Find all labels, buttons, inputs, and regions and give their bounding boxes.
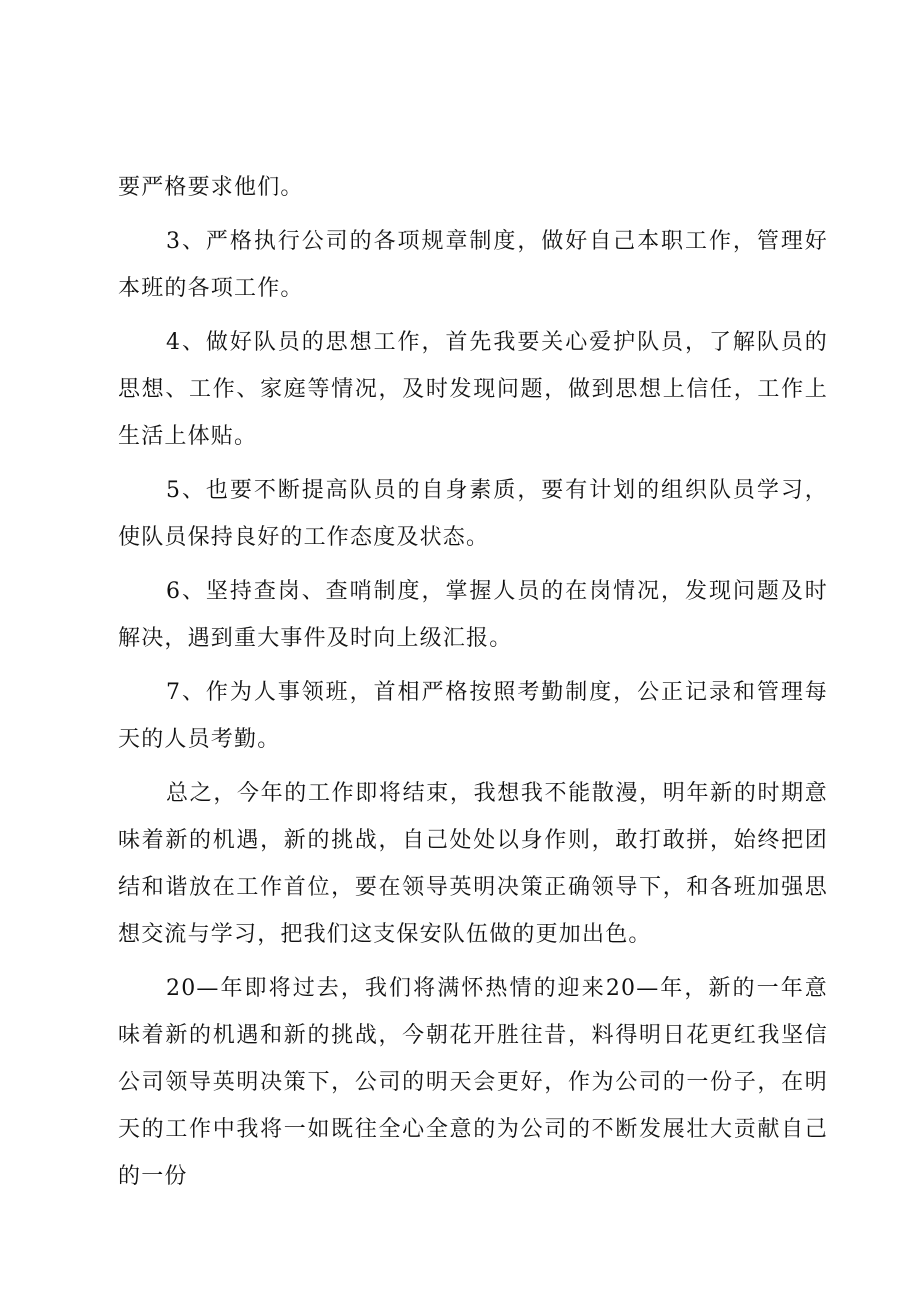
paragraph-closing: 20—年即将过去，我们将满怀热情的迎来20—年，新的一年意味着新的机遇和新的挑战，今朝花开胜往昔，料得明日花更红我坚信公司领导英明决策下，公司的明天会更好，作为公司的一份子，在明天的工作中我将一如既往全心全意的为公司的不断发展壮大贡献自己的一份: [118, 976, 828, 1189]
paragraph-item-3: 3、严格执行公司的各项规章制度，做好自己本职工作，管理好本班的各项工作。: [118, 229, 828, 301]
paragraph-item-6: 6、坚持查岗、查哨制度，掌握人员的在岗情况，发现问题及时解决，遇到重大事件及时向上级汇报。: [118, 579, 828, 651]
document-body: [118, 164, 828, 1207]
paragraph-item-5: 5、也要不断提高队员的自身素质，要有计划的组织队员学习，使队员保持良好的工作态度及状态。: [118, 478, 828, 550]
paragraph-item-7: 7、作为人事领班，首相严格按照考勤制度，公正记录和管理每天的人员考勤。: [118, 680, 828, 752]
paragraph-item-4: 4、做好队员的思想工作，首先我要关心爱护队员，了解队员的思想、工作、家庭等情况，及时发现问题，做到思想上信任，工作上生活上体贴。: [118, 330, 828, 449]
paragraph-summary: 总之，今年的工作即将结束，我想我不能散漫，明年新的时期意味着新的机遇，新的挑战，自己处处以身作则，敢打敢拼，始终把团结和谐放在工作首位，要在领导英明决策正确领导下，和各班加强思想交流与学习，把我们这支保安队伍做的更加出色。: [118, 781, 828, 947]
paragraph-continuation: 要严格要求他们。: [118, 175, 304, 200]
